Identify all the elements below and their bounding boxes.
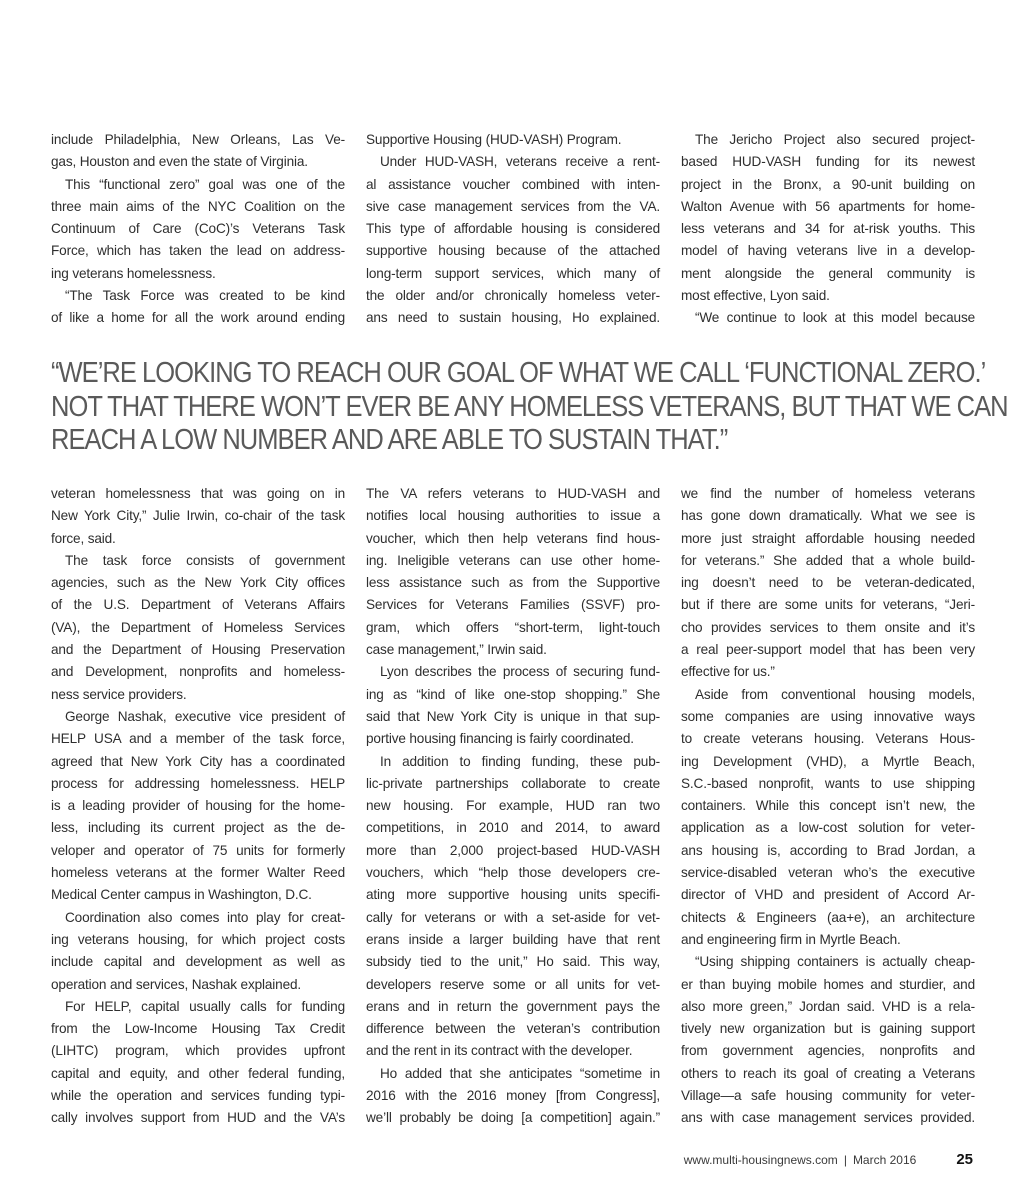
text-line: ans housing is, according to Brad Jordan, a — [681, 842, 975, 858]
text-line: The Jericho Project also secured project- — [695, 132, 975, 147]
text-line: gas, Houston and even the state of Virginia. — [51, 154, 308, 170]
text-line: “Using shipping containers is actually cheap- — [695, 954, 975, 970]
text-line: most effective, Lyon said. — [681, 288, 830, 304]
text-line: and Development, nonprofits and homeless- — [51, 664, 345, 680]
text-line: difference between the veteran’s contribution — [366, 1021, 660, 1037]
text-line: Under HUD-VASH, veterans receive a rent- — [380, 154, 660, 170]
text-line: ness service providers. — [51, 686, 187, 702]
text-line: of the U.S. Department of Veterans Affairs — [51, 597, 345, 613]
text-line: agreed that New York City has a coordinated — [51, 753, 345, 769]
text-line: three main aims of the NYC Coalition on the — [51, 198, 345, 214]
text-line: for veterans.” She added that a whole build- — [681, 552, 975, 568]
text-line: director of VHD and president of Accord Ar- — [681, 887, 975, 903]
text-line: ing veterans homelessness. — [51, 265, 216, 281]
text-line: less veterans and 34 for at-risk youths. This — [681, 221, 975, 237]
text-line: Medical Center campus in Washington, D.C. — [51, 887, 312, 903]
text-line: we find the number of homeless veterans — [681, 486, 975, 501]
text-line: ment alongside the general community is — [681, 265, 975, 281]
text-line: Village—a safe housing community for veter- — [681, 1088, 975, 1104]
text-line: competitions, in 2010 and 2014, to award — [366, 820, 660, 836]
text-line: ans need to sustain housing, Ho explained. — [366, 310, 660, 326]
text-line: service-disabled veteran who’s the executive — [681, 865, 975, 881]
text-line: veteran homelessness that was going on in — [51, 486, 345, 501]
text-line: but if there are some units for veterans, “Jeri- — [681, 597, 975, 613]
text-line: chitects & Engineers (aa+e), an architecture — [681, 909, 975, 925]
text-line: process for addressing homelessness. HELP — [51, 775, 345, 791]
pull-quote — [51, 357, 1008, 458]
text-line: portive housing financing is fairly coordinated. — [366, 731, 634, 747]
text-line: gram, which offers “short-term, light-touch — [366, 619, 660, 635]
pull-quote-line: REACH A LOW NUMBER AND ARE ABLE TO SUSTAIN THAT.” — [51, 424, 728, 456]
text-line: containers. While this concept isn’t new, the — [681, 798, 975, 814]
pull-quote-line: NOT THAT THERE WON’T EVER BE ANY HOMELESS VETERANS, BUT THAT WE CAN — [51, 390, 1008, 423]
column-2-bottom — [366, 483, 660, 1130]
text-line: al assistance voucher combined with inten- — [366, 176, 660, 192]
text-line: voucher, which then help veterans find hous- — [366, 530, 660, 546]
text-line: (VA), the Department of Homeless Services — [51, 619, 345, 635]
text-line: ating more supportive housing units specifi- — [366, 887, 660, 903]
text-line: Aside from conventional housing models, — [695, 686, 975, 702]
text-line: a real peer-support model that has been very — [681, 642, 975, 658]
column-1-top — [51, 129, 345, 330]
text-line: subsidy tied to the unit,” Ho said. This way, — [366, 954, 660, 970]
text-line: others to reach its goal of creating a Veterans — [681, 1065, 975, 1081]
text-line: sive case management services from the VA. — [366, 198, 660, 214]
text-line: based HUD-VASH funding for its newest — [681, 154, 975, 170]
text-line: George Nashak, executive vice president of — [65, 708, 345, 724]
text-line: while the operation and services funding typi- — [51, 1088, 345, 1104]
text-line: from the Low-Income Housing Tax Credit — [51, 1021, 345, 1037]
text-line: vouchers, which “help those developers cre- — [366, 865, 660, 881]
page-number: 25 — [956, 1151, 973, 1168]
column-3-top — [681, 129, 975, 330]
page-footer — [684, 1151, 973, 1168]
text-line: less, including its current project as the de- — [51, 820, 345, 836]
text-line: S.C.-based nonprofit, wants to use shipping — [681, 775, 975, 791]
text-line: cho provides services to them onsite and it’s — [681, 619, 975, 635]
text-line: developers reserve some or all units for vet- — [366, 976, 660, 992]
text-line: Services for Veterans Families (SSVF) pro- — [366, 597, 660, 613]
column-1-bottom — [51, 483, 345, 1130]
text-line: lic-private partnerships collaborate to create — [366, 775, 660, 791]
text-line: more just straight affordable housing needed — [681, 530, 975, 546]
text-line: (LIHTC) program, which provides upfront — [51, 1043, 345, 1059]
pull-quote-line: “WE’RE LOOKING TO REACH OUR GOAL OF WHAT WE CALL ‘FUNCTIONAL ZERO.’ — [51, 357, 986, 389]
text-line: ing as “kind of like one-stop shopping.” She — [366, 686, 660, 702]
text-line: application as a low-cost solution for veter- — [681, 820, 975, 836]
text-line: For HELP, capital usually calls for funding — [65, 998, 345, 1014]
text-line: to create veterans housing. Veterans Hous- — [681, 731, 975, 747]
text-line: operation and services, Nashak explained. — [51, 976, 302, 992]
text-line: er than buying mobile homes and sturdier, and — [681, 976, 975, 992]
text-line: ing Development (VHD), a Myrtle Beach, — [681, 753, 975, 769]
text-line: This type of affordable housing is considered — [366, 221, 660, 237]
text-line: homeless veterans at the former Walter Reed — [51, 865, 345, 881]
text-line: long-term support services, which many of — [366, 265, 660, 281]
text-line: “The Task Force was created to be kind — [65, 288, 345, 304]
text-line: effective for us.” — [681, 664, 775, 680]
column-3-bottom — [681, 483, 975, 1130]
text-line: notifies local housing authorities to issue a — [366, 508, 660, 524]
text-line: also more green,” Jordan said. VHD is a rela- — [681, 998, 975, 1014]
text-line: the older and/or chronically homeless veter- — [366, 288, 660, 304]
text-line: ing doesn’t need to be veteran-dedicated, — [681, 575, 975, 591]
text-line: less assistance such as from the Supportive — [366, 575, 660, 591]
text-line: erans inside a larger building have that rent — [366, 931, 660, 947]
footer-issue: March 2016 — [852, 1153, 917, 1167]
text-line: project in the Bronx, a 90-unit building on — [681, 176, 975, 192]
text-line: force, said. — [51, 530, 116, 546]
text-line: Supportive Housing (HUD-VASH) Program. — [366, 132, 622, 147]
text-line: has gone down dramatically. What we see is — [681, 508, 975, 524]
text-line: erans and in return the government pays the — [366, 998, 660, 1014]
text-line: Coordination also comes into play for creat- — [65, 909, 345, 925]
text-line: New York City,” Julie Irwin, co-chair of the task — [51, 508, 345, 524]
text-line: include capital and development as well as — [51, 954, 345, 970]
text-line: and engineering firm in Myrtle Beach. — [681, 931, 901, 947]
text-line: Lyon describes the process of securing fund- — [380, 664, 660, 680]
text-line: from government agencies, nonprofits and — [681, 1043, 975, 1059]
text-line: cally for veterans or with a set-aside for vet- — [366, 909, 660, 925]
text-line: Ho added that she anticipates “sometime in — [380, 1065, 660, 1081]
text-line: case management,” Irwin said. — [366, 642, 547, 658]
text-line: The task force consists of government — [65, 552, 345, 568]
text-line: Continuum of Care (CoC)’s Veterans Task — [51, 221, 345, 237]
footer-separator: | — [843, 1153, 847, 1167]
text-line: ing. Ineligible veterans can use other home- — [366, 552, 660, 568]
footer-url: www.multi-housingnews.com — [683, 1153, 838, 1167]
text-line: “We continue to look at this model because — [695, 310, 975, 326]
text-line: ans with case management services provided. — [681, 1110, 975, 1126]
text-line: capital and equity, and other federal funding, — [51, 1065, 345, 1081]
text-line: 2016 with the 2016 money [from Congress], — [366, 1088, 660, 1104]
text-line: and the rent in its contract with the developer. — [366, 1043, 633, 1059]
text-line: some companies are using innovative ways — [681, 708, 975, 724]
text-line: ing veterans housing, for which project costs — [51, 931, 345, 947]
bottom-columns — [51, 483, 975, 1130]
text-line: and the Department of Housing Preservation — [51, 642, 345, 658]
text-line: agencies, such as the New York City offices — [51, 575, 345, 591]
text-line: Walton Avenue with 56 apartments for home- — [681, 198, 975, 214]
text-line: new housing. For example, HUD ran two — [366, 798, 660, 814]
text-line: supportive housing because of the attached — [366, 243, 660, 259]
text-line: is a leading provider of housing for the home- — [51, 798, 345, 814]
text-line: tively new organization but is gaining support — [681, 1021, 975, 1037]
text-line: include Philadelphia, New Orleans, Las Ve- — [51, 132, 345, 147]
text-line: said that New York City is unique in that sup- — [366, 708, 660, 724]
text-line: model of having veterans live in a develop- — [681, 243, 975, 259]
top-columns — [51, 129, 975, 330]
text-line: cally involves support from HUD and the VA’s — [51, 1110, 345, 1126]
text-line: HELP USA and a member of the task force, — [51, 731, 345, 747]
text-line: The VA refers veterans to HUD-VASH and — [366, 486, 660, 501]
text-line: This “functional zero” goal was one of the — [65, 176, 345, 192]
column-2-top — [366, 129, 660, 330]
text-line: In addition to finding funding, these pub- — [380, 753, 660, 769]
text-line: veloper and operator of 75 units for formerly — [51, 842, 345, 858]
text-line: of like a home for all the work around ending — [51, 310, 345, 326]
text-line: more than 2,000 project-based HUD-VASH — [366, 842, 660, 858]
text-line: we’ll probably be doing [a competition] again.” — [366, 1110, 660, 1126]
text-line: Force, which has taken the lead on address- — [51, 243, 345, 259]
